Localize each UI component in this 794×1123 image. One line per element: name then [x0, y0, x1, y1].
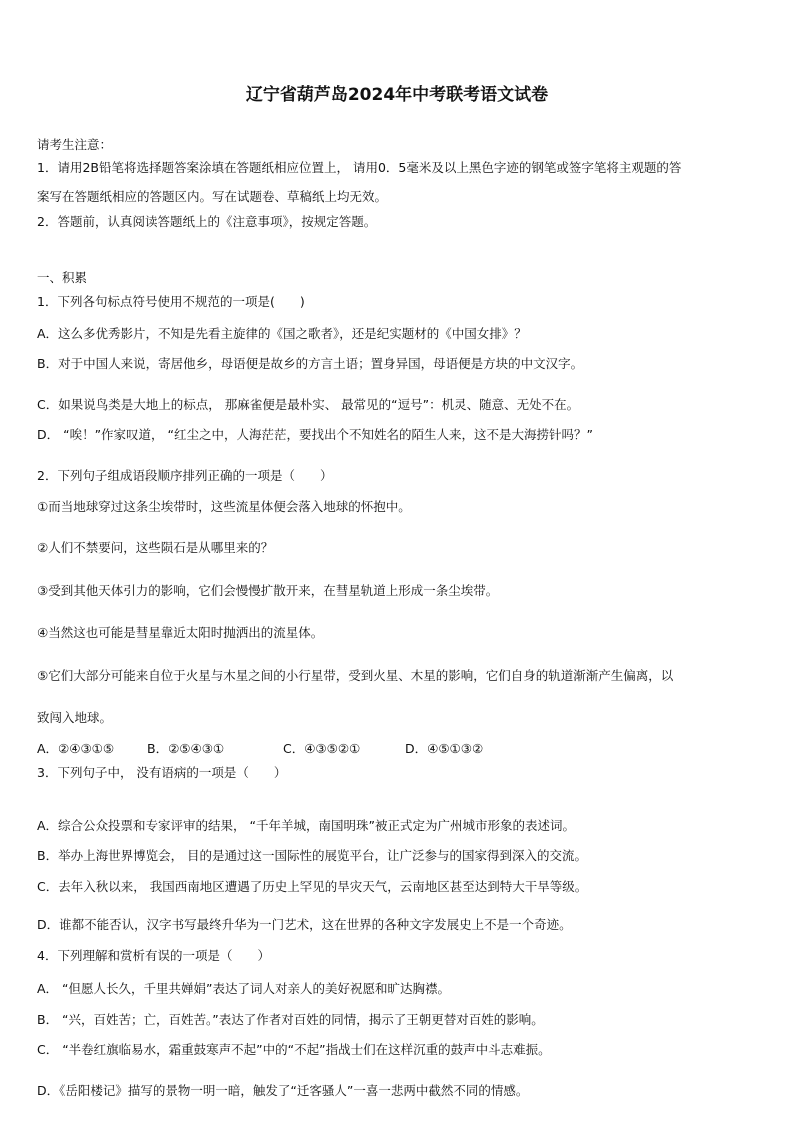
question-option: B．②⑤④③①	[147, 741, 225, 756]
sentence-item: 致闯入地球。	[37, 710, 113, 725]
question-option: C． “半卷红旗临易水，霜重鼓寒声不起”中的“不起”指战士们在这样沉重的鼓声中斗志难振。	[37, 1042, 551, 1057]
sentence-item: ③受到其他天体引力的影响，它们会慢慢扩散开来，在彗星轨道上形成一条尘埃带。	[37, 583, 499, 598]
sentence-item: ⑤它们大部分可能来自位于火星与木星之间的小行星带，受到火星、木星的影响，它们自身的轨道渐渐产生偏离，以	[37, 668, 674, 683]
sentence-item: ②人们不禁要问，这些陨石是从哪里来的？	[37, 540, 274, 555]
question-option: A． “但愿人长久，千里共婵娟”表达了词人对亲人的美好祝愿和旷达胸襟。	[37, 981, 450, 996]
sentence-item: ①而当地球穿过这条尘埃带时，这些流星体便会落入地球的怀抱中。	[37, 499, 411, 514]
question-stem: 2．下列句子组成语段顺序排列正确的一项是（ ）	[37, 468, 333, 483]
question-option: C．如果说鸟类是大地上的标点， 那麻雀便是最朴实、 最常见的“逗号”：机灵、随意、无处不在。	[37, 397, 580, 412]
question-option: C．④③⑤②①	[283, 741, 361, 756]
question-option: D． “唉！”作家叹道， “红尘之中，人海茫茫，要找出个不知姓名的陌生人来，这不是大海捞针吗？”	[37, 427, 593, 442]
question-option: D．谁都不能否认，汉字书写最终升华为一门艺术，这在世界的各种文字发展史上不是一个奇迹。	[37, 917, 572, 932]
question-option: D．④⑤①③②	[405, 741, 484, 756]
notice-heading: 请考生注意：	[37, 137, 113, 152]
section-heading: 一、积累	[37, 270, 88, 285]
notice-line: 2．答题前，认真阅读答题纸上的《注意事项》，按规定答题。	[37, 214, 377, 229]
question-option: B．举办上海世界博览会， 目的是通过这一国际性的展览平台，让广泛参与的国家得到深入的交流。	[37, 848, 588, 863]
question-option: A．综合公众投票和专家评审的结果， “千年羊城，南国明珠”被正式定为广州城市形象的表述词。	[37, 818, 575, 833]
question-stem: 4．下列理解和赏析有误的一项是（ ）	[37, 948, 270, 963]
notice-line: 1．请用2B铅笔将选择题答案涂填在答题纸相应位置上， 请用0．5毫米及以上黑色字迹的钢笔或签字笔将主观题的答	[37, 160, 682, 175]
question-option: C．去年入秋以来， 我国西南地区遭遇了历史上罕见的旱灾天气，云南地区甚至达到特大干旱等级。	[37, 879, 588, 894]
question-option: A．这么多优秀影片，不知是先看主旋律的《国之歌者》，还是纪实题材的《中国女排》？	[37, 326, 527, 341]
notice-line: 案写在答题纸相应的答题区内。写在试题卷、草稿纸上均无效。	[37, 189, 388, 204]
question-stem: 1．下列各句标点符号使用不规范的一项是( )	[37, 294, 305, 309]
question-stem: 3．下列句子中， 没有语病的一项是（ ）	[37, 765, 287, 780]
sentence-item: ④当然这也可能是彗星靠近太阳时抛洒出的流星体。	[37, 625, 324, 640]
question-option: B．对于中国人来说，寄居他乡，母语便是故乡的方言土语；置身异国，母语便是方块的中文汉字。	[37, 356, 584, 371]
page-title: 辽宁省葫芦岛2024年中考联考语文试卷	[245, 85, 549, 105]
question-option: A．②④③①⑤	[37, 741, 115, 756]
question-option: B． “兴，百姓苦；亡，百姓苦。”表达了作者对百姓的同情，揭示了王朝更替对百姓的影响。	[37, 1012, 544, 1027]
question-option: D．《岳阳楼记》描写的景物一明一暗，触发了“迁客骚人”一喜一悲两中截然不同的情感。	[37, 1083, 529, 1098]
